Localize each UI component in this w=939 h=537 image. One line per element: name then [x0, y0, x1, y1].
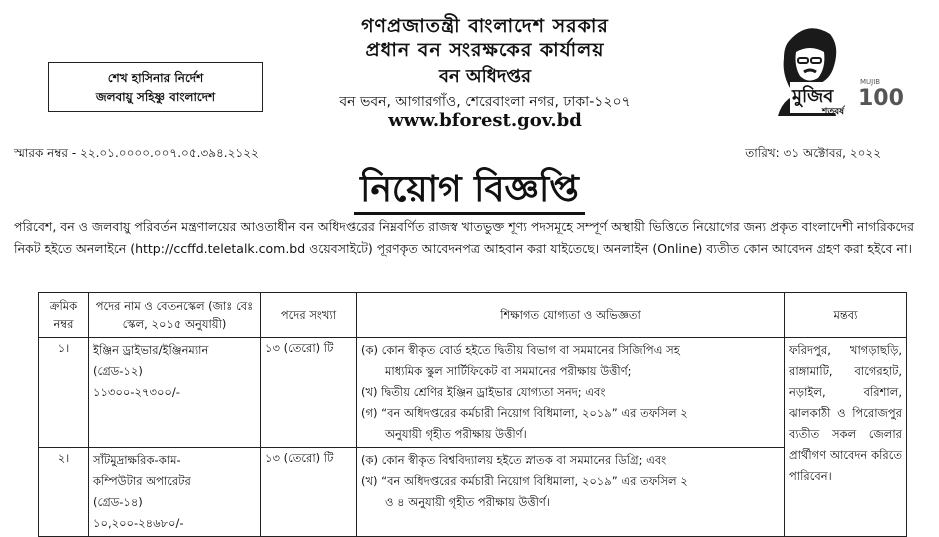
logo-shatabarsha-text: শতবর্ষ [822, 107, 845, 117]
row1-q3b: অনুযায়ী গৃহীত পরীক্ষায় উত্তীর্ণ। [385, 427, 527, 441]
row2-count: ১৩ (তেরো) টি [261, 448, 357, 537]
header-post: পদের নাম ও বেতনস্কেল (জাঃ বেঃ স্কেল, ২০১৫ অনুযায়ী) [89, 293, 261, 338]
table-row [39, 338, 907, 448]
row1-q1: (ক) কোন স্বীকৃত বোর্ড হইতে দ্বিতীয় বিভাগ বা সমমানের সিজিপিএ সহ [361, 343, 680, 357]
row1-q1b: মাধ্যমিক স্কুল সার্টিফিকেট বা সমমানের পরীক্ষায় উত্তীর্ণ; [385, 364, 632, 378]
row1-q2: (খ) দ্বিতীয় শ্রেণির ইঞ্জিন ড্রাইভার যোগ্যতা সনদ; এবং [361, 385, 606, 399]
office-address: বন ভবন, আগারগাঁও, শেরেবাংলা নগর, ঢাকা-১২০৭ [339, 94, 631, 110]
intro-paragraph: পরিবেশ, বন ও জলবায়ু পরিবর্তন মন্ত্রণালয়ের আওতাধীন বন অধিদপ্তরের নিম্নবর্ণিত রাজস্ব খাতভুক্ত শূণ্য পদসমূহে সম্পূর্ণ অস্থায়ী ভিত্তিতে নিয়োগের জন্য প্রকৃত বাংলাদেশী নাগরিকদের নিকট হইতে অনলাইনে (http://ccffd.teletalk.com.bd ওয়েবসাইটে) পূরণকৃত আবেদনপত্র আহবান করা যাইতেছে। অনলাইন (Online) ব্যতীত কোন আবেদন গ্রহণ করা হইবে না। [14, 219, 914, 256]
row1-count: ১৩ (তেরো) টি [261, 338, 357, 448]
header-count: পদের সংখ্যা [261, 293, 357, 338]
table-header-row [39, 293, 907, 338]
row2-scale: ১০,২০০-২৪৬৮০/- [93, 516, 184, 530]
memo-number: স্মারক নম্বর - ২২.০১.০০০০.০০৭.০৫.৩৯৪.২১২২ [14, 146, 259, 160]
government-heading: গণপ্রজাতন্ত্রী বাংলাদেশ সরকার [361, 15, 609, 37]
row2-q2: (খ) “বন অধিদপ্তরের কর্মচারী নিয়োগ বিধিমালা, ২০১৯” এর তফসিল ২ [361, 474, 688, 488]
header-serial: ক্রমিক নম্বর [39, 293, 89, 338]
table-row [39, 448, 907, 537]
row1-q3: (গ) “বন অধিদপ্তরের কর্মচারী নিয়োগ বিধিমালা, ২০১৯” এর তফসিল ২ [361, 406, 688, 420]
header-remarks: মন্তব্য [785, 293, 907, 338]
header-qualification: শিক্ষাগত যোগ্যতা ও অভিজ্ঞতা [357, 293, 785, 338]
logo-mujib-en-text: MUJIB [860, 78, 881, 86]
row2-post-name-2: কম্পিউটার অপারেটর [93, 474, 191, 488]
department-heading: বন অধিদপ্তর [438, 66, 531, 87]
row1-post-name: ইঞ্জিন ড্রাইভার/ইঞ্জিনম্যান [93, 343, 209, 357]
website-link[interactable]: www.bforest.gov.bd [388, 110, 582, 131]
logo-100-text: 100 [858, 86, 904, 111]
notice-title [0, 162, 939, 222]
remarks-cell: ফরিদপুর, খাগড়াছড়ি, রাঙ্গামাটি, বাগেরহাট, নড়াইল, বরিশাল, ঝালকাঠী ও পিরোজপুর ব্যতীত সকল জেলার প্রার্থীগণ আবেদন করিতে পারিবেন। [785, 338, 907, 537]
slogan-box [48, 62, 263, 112]
row2-q2b: ও ৪ অনুযায়ী গৃহীত পরীক্ষায় উত্তীর্ণ। [385, 495, 550, 509]
row1-post [89, 338, 261, 448]
logo-mujib-text: মুজিব [790, 82, 835, 113]
slogan-line-2: জলবায়ু সহিষ্ণু বাংলাদেশ [95, 90, 216, 104]
row2-q1: (ক) কোন স্বীকৃত বিশ্ববিদ্যালয় হইতে স্নাতক বা সমমানের ডিগ্রি; এবং [361, 453, 667, 467]
row2-grade: (গ্রেড-১৪) [93, 495, 143, 509]
mujib-100-logo [760, 18, 904, 118]
memo-date: তারিখ: ৩১ অক্টোবর, ২০২২ [745, 146, 881, 160]
row1-serial: ১। [39, 338, 89, 448]
posts-table [38, 292, 907, 537]
notice-title-text: নিয়োগ বিজ্ঞপ্তি [354, 169, 585, 215]
row2-qualification [357, 448, 785, 537]
slogan-line-1: শেখ হাসিনার নির্দেশ [107, 71, 204, 85]
row2-post-name: সাঁটমুদ্রাক্ষরিক-কাম- [93, 453, 181, 467]
row2-serial: ২। [39, 448, 89, 537]
row1-grade: (গ্রেড-১২) [93, 364, 143, 378]
office-heading: প্রধান বন সংরক্ষকের কার্যালয় [365, 39, 605, 61]
row2-post [89, 448, 261, 537]
row1-scale: ১১৩০০-২৭৩০০/- [93, 385, 180, 399]
row1-qualification [357, 338, 785, 448]
